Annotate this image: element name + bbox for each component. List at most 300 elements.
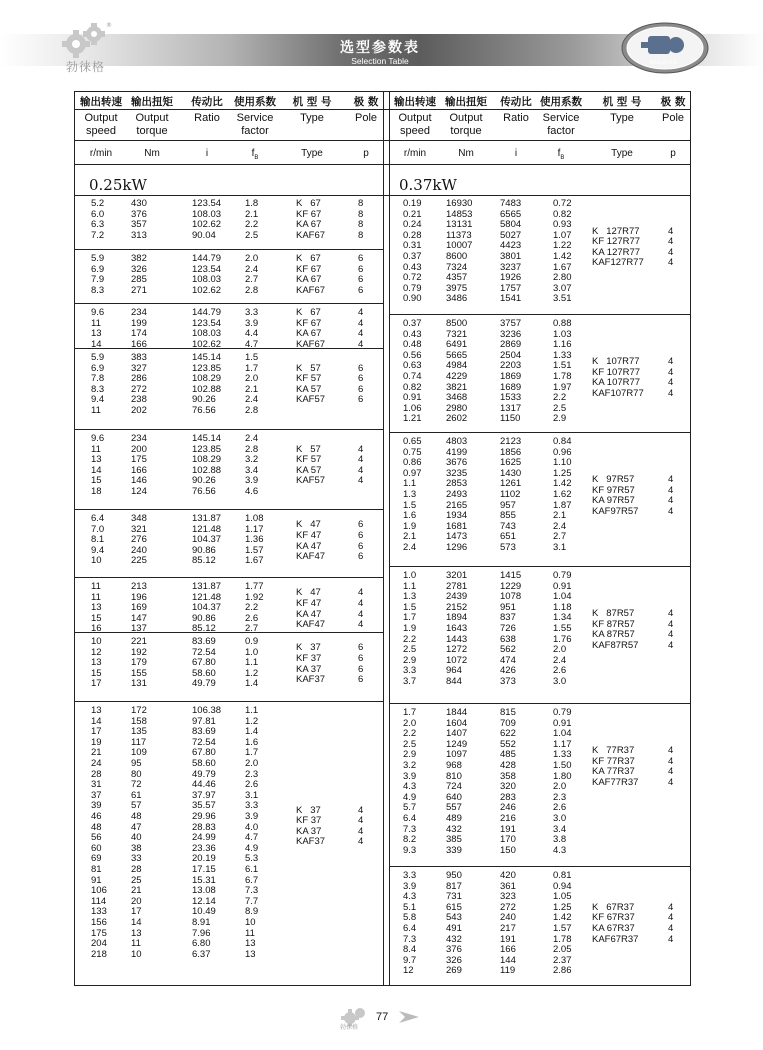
factor-cell: 3.1 xyxy=(245,789,259,801)
type-block xyxy=(390,746,690,788)
type-cell: KAF67 xyxy=(296,229,326,241)
type-cell: KF 47 xyxy=(296,529,322,541)
header-cn-right-0: 输出转速 xyxy=(394,96,436,108)
speed-cell: 9.3 xyxy=(403,844,417,856)
torque-cell: 3676 xyxy=(446,457,468,469)
pole-cell: 6 xyxy=(358,529,364,541)
ratio-cell: 119 xyxy=(500,965,516,977)
torque-cell: 339 xyxy=(446,844,462,856)
ratio-cell: 1102 xyxy=(500,489,521,500)
speed-cell: 39 xyxy=(91,800,102,812)
torque-cell: 313 xyxy=(131,229,147,241)
ratio-cell: 44.46 xyxy=(192,779,216,791)
factor-cell: 3.9 xyxy=(245,317,259,329)
pole-cell: 4 xyxy=(668,639,674,651)
ratio-cell: 373 xyxy=(500,676,516,687)
ratio-cell: 4423 xyxy=(500,240,522,252)
factor-cell: 2.7 xyxy=(245,623,259,635)
torque-cell: 1296 xyxy=(446,542,468,553)
type-block xyxy=(75,520,383,562)
type-cell: KAF47 xyxy=(296,619,326,631)
factor-cell: 5.3 xyxy=(245,853,259,865)
type-cell: KAF77R37 xyxy=(592,776,639,788)
header-rule xyxy=(75,140,690,141)
factor-cell: 2.1 xyxy=(553,510,567,522)
header-cn-right-3: 使用系数 xyxy=(540,96,582,108)
type-cell: KA 37 xyxy=(296,663,322,675)
pole-cell: 8 xyxy=(358,229,364,241)
header-cn-left-2: 传动比 xyxy=(191,96,223,108)
ratio-cell: 123.85 xyxy=(192,362,222,374)
torque-cell: 2781 xyxy=(446,580,468,592)
pole-cell: 4 xyxy=(358,338,364,350)
pole-cell: 4 xyxy=(668,618,674,630)
factor-cell: 13 xyxy=(245,948,256,960)
factor-cell: 2.4 xyxy=(245,433,259,444)
ratio-cell: 1415 xyxy=(500,570,522,581)
ratio-cell: 72.54 xyxy=(192,736,216,748)
speed-cell: 6.4 xyxy=(403,813,417,824)
ratio-cell: 743 xyxy=(500,520,516,532)
factor-cell: 3.3 xyxy=(245,307,259,318)
type-block xyxy=(75,806,383,848)
torque-cell: 1443 xyxy=(446,633,468,645)
torque-cell: 543 xyxy=(446,912,462,924)
factor-cell: 1.04 xyxy=(553,728,572,740)
factor-cell: 2.2 xyxy=(245,219,259,231)
speed-cell: 3.2 xyxy=(403,760,417,771)
ratio-cell: 2123 xyxy=(500,436,522,447)
motor-group xyxy=(75,429,383,501)
gear-logo-icon xyxy=(58,20,114,60)
speed-cell: 0.28 xyxy=(403,229,422,241)
speed-cell: 7.3 xyxy=(403,823,417,835)
speed-cell: 18 xyxy=(91,486,102,497)
factor-cell: 1.33 xyxy=(553,349,572,361)
ratio-cell: 145.14 xyxy=(192,352,222,363)
ratio-cell: 1078 xyxy=(500,591,522,603)
footer-logo-text: 勃徕格 xyxy=(340,1025,359,1031)
motor-group xyxy=(390,432,690,557)
speed-cell: 2.4 xyxy=(403,542,417,553)
ratio-cell: 3757 xyxy=(500,318,522,329)
header-unit-right-4: Type xyxy=(611,148,633,159)
ratio-cell: 361 xyxy=(500,880,516,892)
torque-cell: 3975 xyxy=(446,282,468,294)
pole-cell: 6 xyxy=(358,663,364,675)
pole-cell: 4 xyxy=(358,464,364,476)
speed-cell: 0.24 xyxy=(403,219,422,231)
header-unit-right-2: i xyxy=(514,148,518,159)
speed-cell: 11 xyxy=(91,591,101,603)
factor-cell: 1.25 xyxy=(553,901,572,913)
pole-cell: 6 xyxy=(358,263,364,275)
factor-cell: 1.92 xyxy=(245,591,264,603)
torque-cell: 491 xyxy=(446,923,462,934)
speed-cell: 4.3 xyxy=(403,891,417,903)
speed-cell: 13 xyxy=(91,602,102,614)
header-cn-right-4: 机 型 号 xyxy=(602,96,642,108)
header-rule xyxy=(75,109,690,110)
ratio-cell: 17.15 xyxy=(192,864,216,875)
torque-cell: 200 xyxy=(131,443,147,455)
column-divider xyxy=(383,92,390,985)
ratio-cell: 709 xyxy=(500,717,516,729)
pole-cell: 6 xyxy=(358,253,364,264)
torque-cell: 48 xyxy=(131,811,142,822)
torque-cell: 199 xyxy=(131,317,147,329)
torque-cell: 174 xyxy=(131,328,147,340)
speed-cell: 0.19 xyxy=(403,198,422,209)
ratio-cell: 428 xyxy=(500,760,516,771)
speed-cell: 3.3 xyxy=(403,665,417,677)
type-cell: KF 97R57 xyxy=(592,484,635,496)
speed-cell: 10 xyxy=(91,636,102,647)
speed-cell: 5.2 xyxy=(91,198,105,209)
ratio-cell: 1150 xyxy=(500,413,521,425)
motor-group xyxy=(75,249,383,299)
factor-cell: 1.50 xyxy=(553,760,572,771)
speed-cell: 69 xyxy=(91,853,102,865)
factor-cell: 1.2 xyxy=(245,667,259,679)
factor-cell: 7.3 xyxy=(245,885,259,897)
factor-cell: 1.42 xyxy=(553,912,572,924)
ratio-cell: 191 xyxy=(500,933,516,945)
speed-cell: 15 xyxy=(91,667,102,679)
factor-cell: 1.78 xyxy=(553,933,572,945)
factor-cell: 2.80 xyxy=(553,272,572,284)
torque-cell: 14853 xyxy=(446,208,473,220)
ratio-cell: 6565 xyxy=(500,208,522,220)
ratio-cell: 12.14 xyxy=(192,895,216,907)
ratio-cell: 90.04 xyxy=(192,229,216,241)
speed-cell: 106 xyxy=(91,885,107,897)
pole-cell: 4 xyxy=(358,804,364,816)
header-en-right-1: Output torque xyxy=(449,112,483,137)
torque-cell: 4357 xyxy=(446,272,468,284)
factor-cell: 1.67 xyxy=(245,555,264,567)
factor-cell: 3.0 xyxy=(553,676,567,687)
type-cell: K 37 xyxy=(296,804,321,816)
factor-cell: 3.4 xyxy=(553,823,567,835)
header-cn-right-2: 传动比 xyxy=(500,96,532,108)
factor-cell: 1.42 xyxy=(553,251,572,262)
table-header xyxy=(75,92,690,168)
torque-cell: 3821 xyxy=(446,381,468,393)
ratio-cell: 2504 xyxy=(500,349,522,361)
torque-cell: 166 xyxy=(131,464,147,476)
factor-cell: 2.0 xyxy=(553,781,567,793)
svg-text:®: ® xyxy=(106,22,112,29)
pole-cell: 4 xyxy=(358,608,364,620)
ratio-cell: 131.87 xyxy=(192,581,222,592)
torque-cell: 271 xyxy=(131,284,147,296)
speed-cell: 28 xyxy=(91,768,102,780)
header-en-right-3: Service factor xyxy=(542,112,580,137)
ratio-cell: 83.69 xyxy=(192,726,216,738)
pole-cell: 6 xyxy=(358,642,364,654)
factor-cell: 11 xyxy=(245,927,255,939)
ratio-cell: 85.12 xyxy=(192,555,216,567)
factor-cell: 2.86 xyxy=(553,965,572,977)
ratio-cell: 5027 xyxy=(500,229,522,241)
pole-cell: 8 xyxy=(358,198,364,209)
factor-cell: 1.57 xyxy=(245,544,264,556)
header-unit-left-5: p xyxy=(363,148,369,159)
torque-cell: 166 xyxy=(131,338,147,350)
pole-cell: 4 xyxy=(358,619,364,631)
speed-cell: 0.86 xyxy=(403,457,422,469)
factor-cell: 1.78 xyxy=(553,371,572,382)
pole-cell: 6 xyxy=(358,373,364,385)
speed-cell: 2.1 xyxy=(403,531,417,543)
header-en-left-5: Pole xyxy=(354,112,378,124)
factor-cell: 8.9 xyxy=(245,906,259,918)
pole-cell: 4 xyxy=(668,912,674,924)
ratio-cell: 3237 xyxy=(500,261,522,273)
type-cell: KF 107R77 xyxy=(592,366,641,378)
factor-cell: 6.1 xyxy=(245,864,259,875)
factor-cell: 1.5 xyxy=(245,352,259,363)
factor-cell: 2.6 xyxy=(245,612,259,624)
factor-cell: 4.0 xyxy=(245,821,259,833)
torque-cell: 3201 xyxy=(446,570,468,581)
ratio-cell: 622 xyxy=(500,728,516,740)
factor-cell: 1.6 xyxy=(245,736,259,748)
type-cell: KAF37 xyxy=(296,674,326,686)
header-cn-left-3: 使用系数 xyxy=(234,96,276,108)
factor-cell: 1.87 xyxy=(553,499,572,511)
type-cell: KAF37 xyxy=(296,836,326,848)
pole-cell: 4 xyxy=(668,608,674,620)
torque-cell: 11373 xyxy=(446,229,472,241)
torque-cell: 179 xyxy=(131,657,147,669)
speed-cell: 0.37 xyxy=(403,318,422,329)
speed-cell: 2.5 xyxy=(403,738,417,750)
ratio-cell: 144 xyxy=(500,954,516,966)
torque-cell: 238 xyxy=(131,394,147,406)
speed-cell: 11 xyxy=(91,581,101,592)
ratio-cell: 58.60 xyxy=(192,758,216,769)
factor-cell: 0.79 xyxy=(553,570,572,581)
torque-cell: 225 xyxy=(131,555,147,567)
pole-cell: 4 xyxy=(358,475,364,487)
factor-cell: 1.18 xyxy=(553,601,572,613)
ratio-cell: 485 xyxy=(500,749,516,761)
pole-cell: 4 xyxy=(668,629,674,641)
ratio-cell: 123.54 xyxy=(192,263,222,275)
factor-cell: 1.42 xyxy=(553,478,572,490)
torque-cell: 10 xyxy=(131,948,142,960)
header-cn-left-0: 输出转速 xyxy=(80,96,122,108)
torque-cell: 1604 xyxy=(446,717,468,729)
speed-cell: 6.4 xyxy=(91,513,105,524)
ratio-cell: 24.99 xyxy=(192,832,216,844)
factor-cell: 1.36 xyxy=(245,534,264,546)
ratio-cell: 85.12 xyxy=(192,623,216,635)
speed-cell: 0.79 xyxy=(403,282,422,294)
factor-cell: 2.2 xyxy=(245,602,259,614)
factor-cell: 1.7 xyxy=(245,747,259,759)
header-en-right-4: Type xyxy=(610,112,634,124)
type-cell: KA 67 xyxy=(296,328,322,340)
ratio-cell: 108.03 xyxy=(192,328,222,340)
ratio-cell: 3801 xyxy=(500,251,522,262)
torque-cell: 964 xyxy=(446,665,462,677)
factor-cell: 2.4 xyxy=(245,263,259,275)
page-arrow-icon xyxy=(399,1010,419,1024)
speed-cell: 0.97 xyxy=(403,467,422,479)
factor-cell: 0.82 xyxy=(553,208,572,220)
torque-cell: 615 xyxy=(446,901,462,913)
page-subtitle: Selection Table xyxy=(351,56,409,66)
factor-cell: 2.7 xyxy=(553,531,567,543)
ratio-cell: 123.54 xyxy=(192,317,222,329)
ratio-cell: 104.37 xyxy=(192,602,222,614)
ratio-cell: 1869 xyxy=(500,371,522,382)
factor-cell: 1.55 xyxy=(553,623,572,634)
factor-cell: 1.10 xyxy=(553,457,572,469)
type-block xyxy=(390,609,690,651)
factor-cell: 0.72 xyxy=(553,198,572,209)
torque-cell: 1473 xyxy=(446,531,468,543)
type-block xyxy=(75,643,383,685)
type-cell: KA 47 xyxy=(296,540,322,552)
pole-cell: 4 xyxy=(668,933,674,945)
type-cell: KA 97R57 xyxy=(592,495,635,507)
type-block xyxy=(390,475,690,517)
type-cell: KA 77R37 xyxy=(592,766,635,778)
torque-cell: 2152 xyxy=(446,601,468,613)
speed-cell: 56 xyxy=(91,832,102,844)
torque-cell: 20 xyxy=(131,895,142,907)
header-unit-left-4: Type xyxy=(301,148,323,159)
torque-cell: 61 xyxy=(131,789,142,801)
ratio-cell: 323 xyxy=(500,891,516,903)
type-cell: K 97R57 xyxy=(592,474,635,486)
torque-cell: 810 xyxy=(446,770,462,782)
header-en-right-5: Pole xyxy=(661,112,685,124)
torque-cell: 135 xyxy=(131,726,147,738)
speed-cell: 0.82 xyxy=(403,381,422,393)
speed-cell: 1.21 xyxy=(403,413,422,425)
header-unit-right-3: $f_B$ xyxy=(557,148,565,161)
speed-cell: 6.3 xyxy=(91,219,105,231)
torque-cell: 1249 xyxy=(446,738,468,750)
pole-cell: 4 xyxy=(358,597,364,609)
speed-cell: 2.0 xyxy=(403,717,417,729)
factor-cell: 2.5 xyxy=(553,402,567,414)
factor-cell: 0.91 xyxy=(553,580,572,592)
torque-cell: 109 xyxy=(131,747,147,759)
speed-cell: 14 xyxy=(91,338,102,350)
ratio-cell: 1757 xyxy=(500,282,522,294)
header-cn-left-5: 极 数 xyxy=(353,96,379,108)
speed-cell: 15 xyxy=(91,612,102,624)
ratio-cell: 90.86 xyxy=(192,544,216,556)
torque-cell: 6491 xyxy=(446,339,468,351)
type-block xyxy=(75,588,383,630)
factor-cell: 1.33 xyxy=(553,749,572,761)
factor-cell: 0.79 xyxy=(553,707,572,718)
torque-cell: 57 xyxy=(131,800,142,812)
pole-cell: 4 xyxy=(668,257,674,269)
speed-cell: 1.9 xyxy=(403,520,417,532)
speed-cell: 1.3 xyxy=(403,591,417,603)
torque-cell: 640 xyxy=(446,791,462,803)
torque-cell: 269 xyxy=(446,965,462,977)
speed-cell: 60 xyxy=(91,842,102,854)
header-unit-left-3: $f_B$ xyxy=(251,148,259,161)
ratio-cell: 573 xyxy=(500,542,516,553)
ratio-cell: 106.38 xyxy=(192,705,222,716)
torque-cell: 192 xyxy=(131,646,147,658)
factor-cell: 2.5 xyxy=(245,229,259,241)
type-cell: KA 107R77 xyxy=(592,377,641,389)
ratio-cell: 123.54 xyxy=(192,198,222,209)
torque-cell: 430 xyxy=(131,198,147,209)
type-cell: K 57 xyxy=(296,362,321,374)
type-cell: KAF97R57 xyxy=(592,505,639,517)
factor-cell: 1.25 xyxy=(553,467,572,479)
speed-cell: 0.91 xyxy=(403,392,422,404)
speed-cell: 16 xyxy=(91,623,102,635)
torque-cell: 348 xyxy=(131,513,147,524)
torque-cell: 124 xyxy=(131,486,147,497)
speed-cell: 48 xyxy=(91,821,102,833)
factor-cell: 1.0 xyxy=(245,646,259,658)
ratio-cell: 49.79 xyxy=(192,768,216,780)
torque-cell: 234 xyxy=(131,307,147,318)
ratio-cell: 90.26 xyxy=(192,394,216,406)
factor-cell: 0.93 xyxy=(553,219,572,231)
torque-cell: 1894 xyxy=(446,612,468,624)
type-cell: KF 77R37 xyxy=(592,755,635,767)
header-cn-right-1: 输出扭矩 xyxy=(445,96,487,108)
pole-cell: 6 xyxy=(358,394,364,406)
torque-cell: 28 xyxy=(131,864,142,875)
torque-cell: 2439 xyxy=(446,591,468,603)
type-cell: KA 67 xyxy=(296,274,322,286)
type-block xyxy=(75,199,383,241)
ratio-cell: 145.14 xyxy=(192,433,222,444)
speed-cell: 37 xyxy=(91,789,102,801)
speed-cell: 24 xyxy=(91,758,102,769)
header-unit-right-5: p xyxy=(670,148,676,159)
speed-cell: 5.9 xyxy=(91,352,105,363)
speed-cell: 218 xyxy=(91,948,107,960)
motor-group xyxy=(75,632,383,693)
ratio-cell: 1229 xyxy=(500,580,522,592)
torque-cell: 2602 xyxy=(446,413,468,425)
speed-cell: 13 xyxy=(91,705,102,716)
header-unit-right-1: Nm xyxy=(458,148,474,159)
pole-cell: 4 xyxy=(668,377,674,389)
factor-cell: 3.3 xyxy=(245,800,259,812)
type-cell: KA 57 xyxy=(296,383,322,395)
factor-cell: 3.0 xyxy=(553,813,567,824)
type-cell: K 67 xyxy=(296,198,321,209)
header-unit-left-2: i xyxy=(205,148,209,159)
factor-cell: 1.77 xyxy=(245,581,264,592)
speed-cell: 81 xyxy=(91,864,102,875)
type-block xyxy=(75,254,383,296)
motor-group xyxy=(75,348,383,420)
ratio-cell: 1430 xyxy=(500,467,522,479)
factor-cell: 1.17 xyxy=(553,738,572,750)
torque-cell: 137 xyxy=(131,623,147,635)
torque-cell: 95 xyxy=(131,758,142,769)
